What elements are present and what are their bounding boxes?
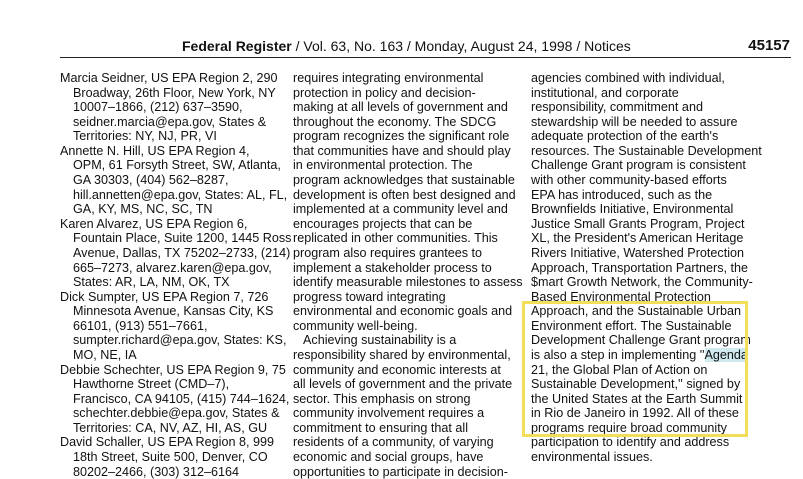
header-citation-line [182,38,631,54]
col2-line: community well-being. [293,318,418,333]
col3-line [531,158,754,173]
col2-line: responsibility shared by environmental, [293,347,511,362]
col3-line [531,115,754,130]
col3-line-text: environmental issues. [531,450,653,465]
header-rule [60,57,791,58]
col2-line: protection in policy and decision- [293,85,476,100]
col3-line [531,217,754,232]
col3-line-text: with other community-based efforts [531,173,727,188]
col1-line: Territories: NY, NJ, PR, VI [73,129,217,144]
col3-line-text: institutional, and corporate [531,85,679,100]
col3-line-text: participation to identify and address [531,435,730,450]
col2-line: making at all levels of government and [293,100,508,115]
col3-line [531,188,754,203]
col1-line: hill.annetten@epa.gov, States: AL, FL, [73,187,288,202]
col1-line: Dick Sumpter, US EPA Region 7, 726 [60,289,269,304]
col3-line [531,86,754,101]
col3-line [531,231,754,246]
col3-line-text: Approach, and the Sustainable Urban [531,304,742,319]
col1-line: Broadway, 26th Floor, New York, NY [73,85,276,100]
col3-line-text: programs require broad community [531,420,727,435]
col2-line: economic and social groups, have [293,450,484,465]
col3-line [531,261,754,276]
col2-line: program recognizes the significant role [293,129,510,144]
col2-line: implement a stakeholder process to [293,260,492,275]
page-header [0,0,803,60]
col3-line [531,246,754,261]
highlighted-word: Agenda [704,347,748,362]
col1-line: MO, NE, IA [73,347,137,362]
col1-line: Fountain Place, Suite 1200, 1445 Ross [73,231,292,246]
col1-line: GA, KY, MS, NC, SC, TN [73,202,213,217]
col1-line: GA 30303, (404) 562–8287, [73,173,229,188]
header-page-number: 45157 [748,37,790,54]
col1-line: Territories: CA, NV, AZ, HI, AS, GU [73,420,268,435]
col2-line: in environmental protection. The [293,158,473,173]
col2-line: encourages projects that can be [293,216,473,231]
col2-line: opportunities to participate in decision- [293,464,508,479]
col1-line: Annette N. Hill, US EPA Region 4, [60,143,250,158]
col1-line: 80202–2466, (303) 312–6164 [73,464,239,479]
col1-line: David Schaller, US EPA Region 8, 999 [60,435,274,450]
col1-line: 18th Street, Suite 500, Denver, CO [73,450,268,465]
col3-line [531,100,754,115]
col3-line-text: the United States at the Earth Summit [531,391,743,406]
col3-line-text: Sustainable Development,'' signed by [531,377,741,392]
col3-line-text: adequate protection of the earth's [531,129,719,144]
col2-line: community and economic interests at [293,362,501,377]
col2-line: program acknowledges that sustainable [293,173,515,188]
col1-line: 10007–1866, (212) 637–3590, [73,100,243,115]
col2-line: program also requires grantees to [293,245,483,260]
col2-line: throughout the economy. The SDCG [293,114,497,129]
col1-line: Minnesota Avenue, Kansas City, KS [73,304,274,319]
col1-line: 665–7273, alvarez.karen@epa.gov, [73,260,272,275]
col3-line-text: XL, the President's American Heritage [531,231,744,246]
col3-line-text: resources. The Sustainable Development [531,143,762,158]
col3-line [531,129,754,144]
col1-line: Avenue, Dallas, TX 75202–2733, (214) [73,245,291,260]
header-publication: Federal Register [182,38,292,54]
col1-line: seidner.marcia@epa.gov, States & [73,114,267,129]
col2-line: that communities have and should play [293,143,511,158]
col2-line: progress toward integrating [293,289,446,304]
col2-line: sector. This emphasis on strong [293,391,471,406]
col3-line-text: responsibility, commitment and [531,100,703,115]
col3-line-text: 21, the Global Plan of Action on [531,362,708,377]
col3-line-text: stewardship will be needed to assure [531,114,738,129]
col3-line-text: Challenge Grant program is consistent [531,158,746,173]
col1-line: Hawthorne Street (CMD–7), [73,377,230,392]
col3-line-text: Based Environmental Protection [531,289,711,304]
col1-line: Marcia Seidner, US EPA Region 2, 290 [60,71,278,85]
col3-line-text: in Rio de Janeiro in 1992. All of these [531,406,739,421]
column-contacts [60,71,292,479]
col3-line-text: is also a step in implementing '' [531,347,705,362]
col3-line [531,435,754,450]
col3-line-text: EPA has introduced, such as the [531,187,713,202]
col2-line: community involvement requires a [293,406,485,421]
col3-line [531,173,754,188]
col3-line-text: Rivers Initiative, Watershed Protection [531,245,745,260]
col3-line-text: Environment effort. The Sustainable [531,318,732,333]
col1-line: Debbie Schechter, US EPA Region 9, 75 [60,362,286,377]
col3-line-text: Justice Small Grants Program, Project [531,216,745,231]
col3-line-text: Brownfields Initiative, Environmental [531,202,734,217]
col2-line: Achieving sustainability is a [303,333,457,348]
col2-line: all levels of government and the private [293,377,513,392]
col1-line: States: AR, LA, NM, OK, TX [73,275,230,290]
col3-line [531,202,754,217]
col1-line: 66101, (913) 551–7661, [73,318,208,333]
col3-line-text: agencies combined with individual, [531,71,725,85]
col2-line: implemented at a community level and [293,202,508,217]
col1-line: sumpter.richard@epa.gov, States: KS, [73,333,287,348]
col2-line: replicated in other communities. This [293,231,498,246]
col3-line [531,143,762,159]
col3-line-text: $mart Growth Network, the Community- [531,275,753,290]
col3-line-text: Approach, Transportation Partners, the [531,260,749,275]
selection-highlight-box[interactable] [522,301,748,437]
col2-line: requires integrating environmental [293,71,484,85]
col1-line: OPM, 61 Forsyth Street, SW, Atlanta, [73,158,281,173]
col2-line: development is often best designed and [293,187,516,202]
col1-line: Karen Alvarez, US EPA Region 6, [60,216,248,231]
col1-line: Francisco, CA 94105, (415) 744–1624, [73,391,290,406]
col2-line: environmental and economic goals and [293,304,513,319]
col1-line: schechter.debbie@epa.gov, States & [73,406,280,421]
header-citation: / Vol. 63, No. 163 / Monday, August 24, 1998 / Notices [295,38,631,54]
col3-line-text: Development Challenge Grant program [531,333,751,348]
column-sustainability-text [293,71,523,479]
col3-line [531,275,754,290]
col3-line [531,450,754,465]
col2-line: residents of a community, of varying [293,435,494,450]
col3-line [531,71,754,86]
col2-line: identify measurable milestones to assess [293,275,523,290]
col2-line: commitment to ensuring that all [293,420,468,435]
